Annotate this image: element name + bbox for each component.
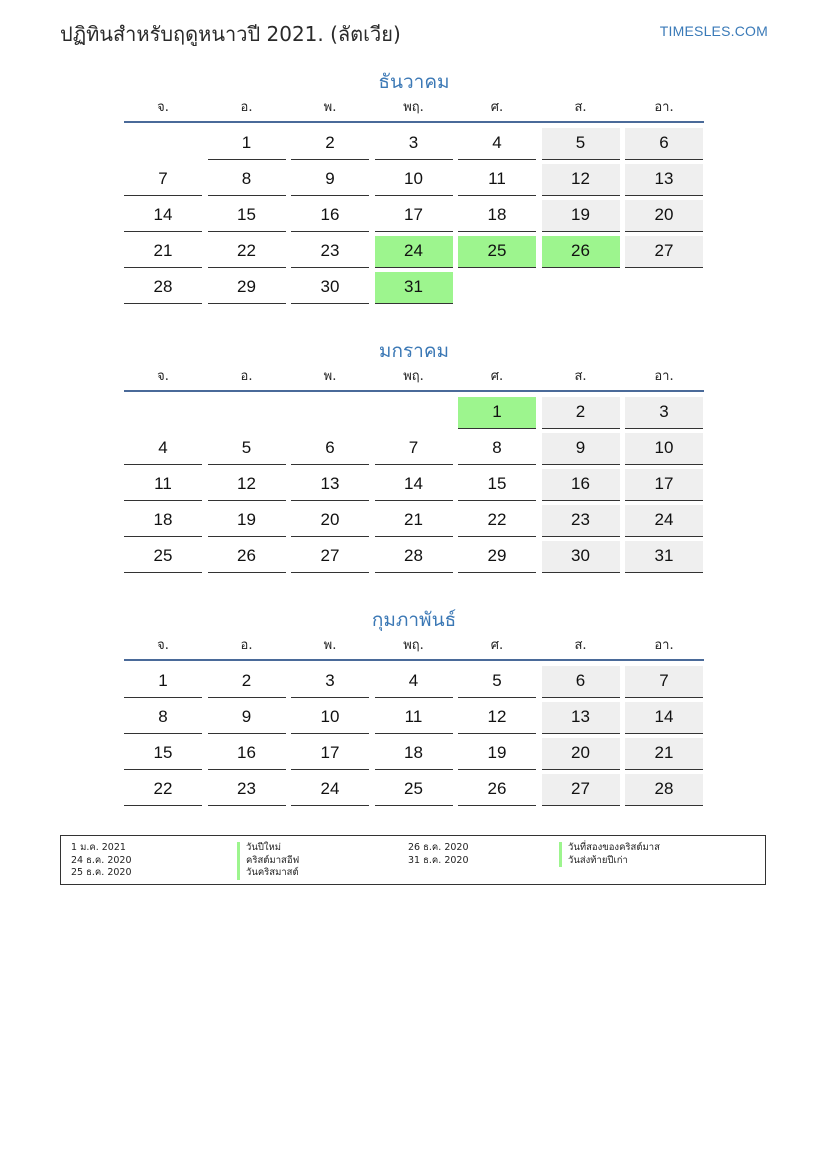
empty-cell bbox=[124, 397, 202, 429]
month-title: มกราคม bbox=[378, 340, 450, 362]
weekday-label: ส. bbox=[574, 638, 587, 653]
weekday-label: พ. bbox=[323, 369, 337, 384]
weekday-header bbox=[124, 366, 704, 390]
holiday-day-cell: 24 bbox=[375, 236, 453, 268]
day-cell: 28 bbox=[375, 541, 453, 573]
day-cell: 29 bbox=[208, 272, 286, 304]
day-cell: 28 bbox=[625, 774, 703, 806]
holiday-day-cell: 25 bbox=[458, 236, 536, 268]
day-cell: 8 bbox=[208, 164, 286, 196]
day-cell: 10 bbox=[291, 702, 369, 734]
day-cell: 27 bbox=[625, 236, 703, 268]
day-cell: 5 bbox=[458, 666, 536, 698]
empty-cell bbox=[291, 397, 369, 429]
holiday-day-cell: 26 bbox=[542, 236, 620, 268]
day-cell: 21 bbox=[124, 236, 202, 268]
day-cell: 3 bbox=[375, 128, 453, 160]
weekday-label: พฤ. bbox=[403, 100, 424, 115]
weekday-label: จ. bbox=[157, 369, 169, 384]
day-cell: 8 bbox=[458, 433, 536, 465]
day-cell: 17 bbox=[625, 469, 703, 501]
weekday-label: อา. bbox=[654, 638, 674, 653]
weekday-label: อ. bbox=[240, 638, 253, 653]
legend-holiday-name: วันที่สองของคริสต์มาส bbox=[559, 842, 660, 855]
day-cell: 22 bbox=[458, 505, 536, 537]
empty-cell bbox=[124, 128, 202, 160]
day-cell: 2 bbox=[208, 666, 286, 698]
site-link[interactable]: TIMESLES.COM bbox=[659, 23, 768, 39]
day-cell: 12 bbox=[458, 702, 536, 734]
day-cell: 11 bbox=[458, 164, 536, 196]
day-cell: 10 bbox=[625, 433, 703, 465]
weekday-label: พ. bbox=[323, 100, 337, 115]
legend-date: 25 ธ.ค. 2020 bbox=[71, 867, 132, 878]
weekday-label: ศ. bbox=[490, 100, 504, 115]
day-cell: 7 bbox=[375, 433, 453, 465]
day-cell: 30 bbox=[542, 541, 620, 573]
day-cell: 14 bbox=[124, 200, 202, 232]
day-cell: 6 bbox=[291, 433, 369, 465]
day-cell: 26 bbox=[458, 774, 536, 806]
holiday-day-cell: 31 bbox=[375, 272, 453, 304]
day-cell: 15 bbox=[124, 738, 202, 770]
legend-holiday-name: วันปีใหม่ bbox=[237, 842, 299, 855]
weekday-label: อา. bbox=[654, 369, 674, 384]
day-cell: 6 bbox=[542, 666, 620, 698]
day-cell: 31 bbox=[625, 541, 703, 573]
weekday-label: พ. bbox=[323, 638, 337, 653]
legend-dates-left bbox=[71, 842, 132, 880]
day-cell: 13 bbox=[625, 164, 703, 196]
day-cell: 2 bbox=[291, 128, 369, 160]
holiday-legend bbox=[60, 835, 766, 885]
day-cell: 12 bbox=[208, 469, 286, 501]
day-cell: 12 bbox=[542, 164, 620, 196]
day-cell: 1 bbox=[208, 128, 286, 160]
empty-cell bbox=[208, 397, 286, 429]
legend-date: 24 ธ.ค. 2020 bbox=[71, 854, 132, 866]
day-cell: 18 bbox=[124, 505, 202, 537]
month-january bbox=[124, 336, 704, 573]
day-cell: 17 bbox=[291, 738, 369, 770]
day-cell: 9 bbox=[291, 164, 369, 196]
weekday-label: พฤ. bbox=[403, 638, 424, 653]
weekday-label: ศ. bbox=[490, 369, 504, 384]
month-february bbox=[124, 605, 704, 806]
day-cell: 15 bbox=[208, 200, 286, 232]
day-cell: 14 bbox=[375, 469, 453, 501]
day-cell: 11 bbox=[375, 702, 453, 734]
day-grid bbox=[124, 661, 704, 806]
day-cell: 11 bbox=[124, 469, 202, 501]
day-cell: 3 bbox=[291, 666, 369, 698]
month-december bbox=[124, 67, 704, 304]
holiday-day-cell: 1 bbox=[458, 397, 536, 429]
day-cell: 4 bbox=[375, 666, 453, 698]
weekday-label: จ. bbox=[157, 100, 169, 115]
day-cell: 9 bbox=[542, 433, 620, 465]
day-cell: 30 bbox=[291, 272, 369, 304]
legend-holiday-name: คริสต์มาสอีฟ bbox=[237, 855, 299, 868]
day-cell: 14 bbox=[625, 702, 703, 734]
weekday-label: ส. bbox=[574, 100, 587, 115]
day-cell: 4 bbox=[124, 433, 202, 465]
day-cell: 20 bbox=[542, 738, 620, 770]
day-cell: 22 bbox=[124, 774, 202, 806]
month-title: ธันวาคม bbox=[378, 71, 450, 93]
day-cell: 26 bbox=[208, 541, 286, 573]
day-cell: 15 bbox=[458, 469, 536, 501]
day-cell: 21 bbox=[625, 738, 703, 770]
day-cell: 10 bbox=[375, 164, 453, 196]
page-title: ปฏิทินสำหรับฤดูหนาวปี 2021. (ลัตเวีย) bbox=[60, 22, 401, 46]
day-cell: 7 bbox=[124, 164, 202, 196]
weekday-label: ศ. bbox=[490, 638, 504, 653]
day-grid bbox=[124, 392, 704, 573]
day-cell: 18 bbox=[458, 200, 536, 232]
weekday-header bbox=[124, 635, 704, 659]
day-cell: 6 bbox=[625, 128, 703, 160]
weekday-header bbox=[124, 97, 704, 121]
legend-date: 1 ม.ค. 2021 bbox=[71, 842, 126, 853]
day-cell: 27 bbox=[291, 541, 369, 573]
weekday-label: ส. bbox=[574, 369, 587, 384]
day-cell: 20 bbox=[291, 505, 369, 537]
day-cell: 28 bbox=[124, 272, 202, 304]
day-cell: 13 bbox=[291, 469, 369, 501]
day-cell: 25 bbox=[375, 774, 453, 806]
day-cell: 23 bbox=[208, 774, 286, 806]
day-cell: 18 bbox=[375, 738, 453, 770]
day-cell: 4 bbox=[458, 128, 536, 160]
day-cell: 3 bbox=[625, 397, 703, 429]
legend-names-left bbox=[237, 842, 299, 880]
day-cell: 1 bbox=[124, 666, 202, 698]
day-cell: 16 bbox=[291, 200, 369, 232]
day-cell: 19 bbox=[542, 200, 620, 232]
day-cell: 16 bbox=[542, 469, 620, 501]
weekday-label: อ. bbox=[240, 100, 253, 115]
day-cell: 2 bbox=[542, 397, 620, 429]
day-cell: 5 bbox=[542, 128, 620, 160]
day-cell: 7 bbox=[625, 666, 703, 698]
legend-names-right bbox=[559, 842, 660, 867]
legend-holiday-name: วันส่งท้ายปีเก่า bbox=[559, 855, 660, 868]
day-cell: 9 bbox=[208, 702, 286, 734]
day-grid bbox=[124, 123, 704, 304]
month-title: กุมภาพันธ์ bbox=[371, 609, 457, 631]
day-cell: 21 bbox=[375, 505, 453, 537]
empty-cell bbox=[375, 397, 453, 429]
day-cell: 23 bbox=[291, 236, 369, 268]
day-cell: 5 bbox=[208, 433, 286, 465]
day-cell: 17 bbox=[375, 200, 453, 232]
day-cell: 24 bbox=[625, 505, 703, 537]
day-cell: 8 bbox=[124, 702, 202, 734]
day-cell: 29 bbox=[458, 541, 536, 573]
day-cell: 27 bbox=[542, 774, 620, 806]
weekday-label: จ. bbox=[157, 638, 169, 653]
legend-dates-right bbox=[408, 842, 469, 867]
legend-date: 31 ธ.ค. 2020 bbox=[408, 854, 469, 866]
weekday-label: อ. bbox=[240, 369, 253, 384]
day-cell: 19 bbox=[458, 738, 536, 770]
day-cell: 25 bbox=[124, 541, 202, 573]
day-cell: 16 bbox=[208, 738, 286, 770]
day-cell: 19 bbox=[208, 505, 286, 537]
weekday-label: อา. bbox=[654, 100, 674, 115]
legend-date: 26 ธ.ค. 2020 bbox=[408, 842, 469, 853]
day-cell: 13 bbox=[542, 702, 620, 734]
day-cell: 22 bbox=[208, 236, 286, 268]
day-cell: 23 bbox=[542, 505, 620, 537]
weekday-label: พฤ. bbox=[403, 369, 424, 384]
day-cell: 24 bbox=[291, 774, 369, 806]
day-cell: 20 bbox=[625, 200, 703, 232]
legend-holiday-name: วันคริสมาสต์ bbox=[237, 867, 299, 880]
